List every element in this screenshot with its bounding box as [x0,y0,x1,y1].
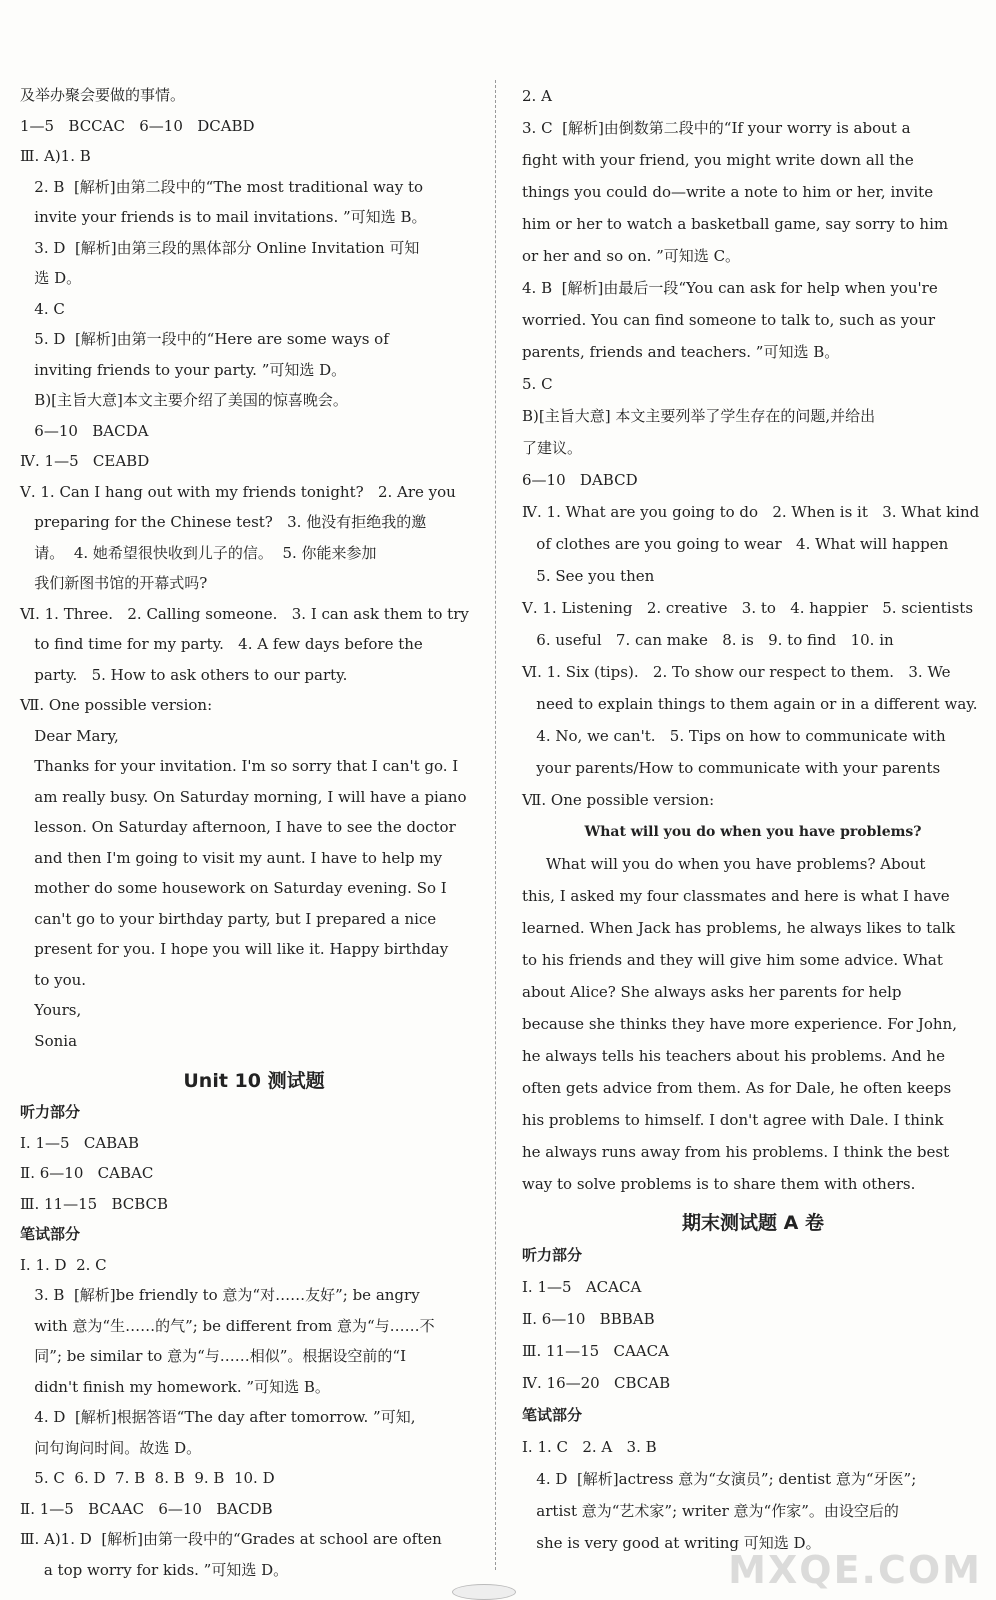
text-line: 选 D。 [20,269,82,287]
right-written-answers [522,1431,984,1559]
text-line: 2. A [522,87,552,105]
left-answer-block [20,80,488,1056]
text-line: fight with your friend, you might write down all the [522,151,914,169]
essay-title: What will you do when you have problems? [584,824,922,840]
text-line: preparing for the Chinese test? 3. 他没有拒绝我的邀 [20,513,427,531]
text-line: Ⅲ. 11—15 CAACA [522,1342,669,1360]
text-line: this, I asked my four classmates and here is what I have [522,887,950,905]
text-line: Ⅳ. 1—5 CEABD [20,452,150,470]
text-line: Ⅲ. A)1. B [20,147,91,165]
text-line: 6—10 BACDA [20,421,149,440]
text-line: of clothes are you going to wear 4. What will happen [522,535,949,553]
text-line: invite your friends is to mail invitations. ”可知选 B。 [20,208,427,226]
text-line: can't go to your birthday party, but I prepared a nice [20,909,437,928]
text-line: am really busy. On Saturday morning, I will have a piano [20,787,467,806]
text-line: 及举办聚会要做的事情。 [20,86,186,104]
text-line: What will you do when you have problems? About [522,855,926,873]
text-line: 2. B [解析]由第二段中的“The most traditional way to [20,177,424,196]
text-line: she is very good at writing 可知选 D。 [522,1534,821,1552]
text-line: he always runs away from his problems. I think the best [522,1143,950,1161]
text-line: him or her to watch a basketball game, say sorry to him [522,215,949,233]
text-line: 3. D [解析]由第三段的黑体部分 Online Invitation 可知 [20,238,420,257]
text-line: Ⅳ. 1. What are you going to do 2. When is it 3. What kind [522,503,980,521]
text-line: 了建议。 [522,439,583,457]
text-line: and then I'm going to visit my aunt. I have to help my [20,848,443,867]
text-line: 我们新图书馆的开幕式吗? [20,574,208,592]
right-column [522,80,984,1559]
right-written-label: 笔试部分 [522,1406,583,1424]
text-line: Ⅶ. One possible version: [522,791,715,809]
text-line: 4. No, we can't. 5. Tips on how to communicate with [522,727,946,745]
text-line: 4. C [20,299,65,318]
text-line: 4. B [解析]由最后一段“You can ask for help when you're [522,279,938,297]
text-line: about Alice? She always asks her parents for help [522,983,902,1001]
text-line: 3. C [解析]由倒数第二段中的“If your worry is about a [522,119,911,137]
text-line: present for you. I hope you will like it. Happy birthday [20,940,449,958]
text-line: 请。 4. 她希望很快收到儿子的信。 5. 你能来参加 [20,543,377,562]
right-answer-block [522,80,984,816]
text-line: because she thinks they have more experience. For John, [522,1015,957,1033]
text-line: 4. D [解析]根据答语“The day after tomorrow. ”可知, [20,1408,416,1426]
text-line: with 意为“生……的气”; be different from 意为“与……不 [20,1316,435,1335]
text-line: 5. C [522,375,553,393]
text-line: party. 5. How to ask others to our party. [20,665,348,684]
text-line: Thanks for your invitation. I'm so sorry that I can't go. I [20,757,459,775]
text-line: lesson. On Saturday afternoon, I have to see the doctor [20,818,456,836]
text-line: Sonia [20,1031,78,1050]
text-line: 6. useful 7. can make 8. is 9. to find 10. in [522,631,894,649]
text-line: to you. [20,970,87,989]
right-listening-answers [522,1271,984,1399]
text-line: Ⅱ. 6—10 BBBAB [522,1310,655,1328]
text-line: Ⅵ. 1. Three. 2. Calling someone. 3. I can ask them to try [20,604,469,623]
text-line: Ⅵ. 1. Six (tips). 2. To show our respect to them. 3. We [522,663,951,681]
text-line: inviting friends to your party. ”可知选 D。 [20,360,347,379]
text-line: 1—5 BCCAC 6—10 DCABD [20,116,255,135]
text-line: he always tells his teachers about his problems. And he [522,1047,945,1065]
text-line: need to explain things to them again or in a different way. [522,695,978,713]
text-line: mother do some housework on Saturday evening. So I [20,879,447,897]
text-line: artist 意为“艺术家”; writer 意为“作家”。由设空后的 [522,1502,899,1520]
text-line: Ⅲ. 11—15 BCBCB [20,1194,169,1213]
text-line: learned. When Jack has problems, he always likes to talk [522,919,956,937]
text-line: Ⅶ. One possible version: [20,696,213,714]
text-line: to find time for my party. 4. A few days before the [20,635,423,653]
text-line: Ⅰ. 1. D 2. C [20,1255,107,1274]
text-line: Ⅲ. A)1. D [解析]由第一段中的“Grades at school are often [20,1530,442,1548]
text-line: 4. D [解析]actress 意为“女演员”; dentist 意为“牙医”; [522,1470,917,1488]
left-listening-answers [20,1128,488,1220]
text-line: Ⅳ. 16—20 CBCAB [522,1374,671,1392]
left-written-label: 笔试部分 [20,1225,81,1243]
text-line: often gets advice from them. As for Dale, he often keeps [522,1079,952,1097]
text-line: 5. See you then [522,567,655,585]
text-line: Dear Mary, [20,726,119,745]
text-line: 问句询问时间。故选 D。 [20,1438,202,1457]
left-listening-label: 听力部分 [20,1103,81,1121]
text-line: your parents/How to communicate with your parents [522,759,941,777]
text-line: things you could do—write a note to him or her, invite [522,183,934,201]
text-line: 5. D [解析]由第一段中的“Here are some ways of [20,330,389,348]
text-line: his problems to himself. I don't agree with Dale. I think [522,1111,944,1129]
text-line: B)[主旨大意] 本文主要列举了学生存在的问题,并给出 [522,407,876,425]
text-line: Ⅱ. 1—5 BCAAC 6—10 BACDB [20,1499,273,1518]
unit-10-heading: Unit 10 测试题 [183,1070,325,1092]
text-line: Ⅱ. 6—10 CABAC [20,1164,154,1182]
text-line: to his friends and they will give him some advice. What [522,951,943,969]
text-line: Ⅰ. 1. C 2. A 3. B [522,1438,657,1456]
text-line: worried. You can find someone to talk to, such as your [522,311,936,329]
text-line: Ⅴ. 1. Listening 2. creative 3. to 4. happier 5. scientists [522,599,974,617]
text-line: a top worry for kids. ”可知选 D。 [20,1560,289,1579]
text-line: Yours, [20,1001,82,1019]
text-line: parents, friends and teachers. ”可知选 B。 [522,343,840,361]
text-line: 同”; be similar to 意为“与……相似”。根据设空前的“I [20,1347,406,1365]
text-line: Ⅰ. 1—5 ACACA [522,1278,642,1296]
watermark-text: MXQE.COM [728,1548,982,1592]
text-line: 6—10 DABCD [522,471,638,489]
essay-body [522,848,984,1200]
left-written-answers [20,1250,488,1586]
text-line: 3. B [解析]be friendly to 意为“对……友好”; be angry [20,1286,420,1304]
text-line: Ⅰ. 1—5 CABAB [20,1133,140,1152]
left-column [20,80,488,1585]
right-listening-label: 听力部分 [522,1246,583,1264]
text-line: way to solve problems is to share them with others. [522,1175,916,1193]
text-line: B)[主旨大意]本文主要介绍了美国的惊喜晚会。 [20,391,348,409]
text-line: didn't finish my homework. ”可知选 B。 [20,1377,330,1396]
text-line: 5. C 6. D 7. B 8. B 9. B 10. D [20,1469,275,1487]
footer-logo-icon [452,1584,516,1600]
final-exam-heading: 期末测试题 A 卷 [682,1212,824,1234]
text-line: Ⅴ. 1. Can I hang out with my friends tonight? 2. Are you [20,482,456,501]
column-divider [495,80,496,1570]
text-line: or her and so on. ”可知选 C。 [522,247,741,265]
